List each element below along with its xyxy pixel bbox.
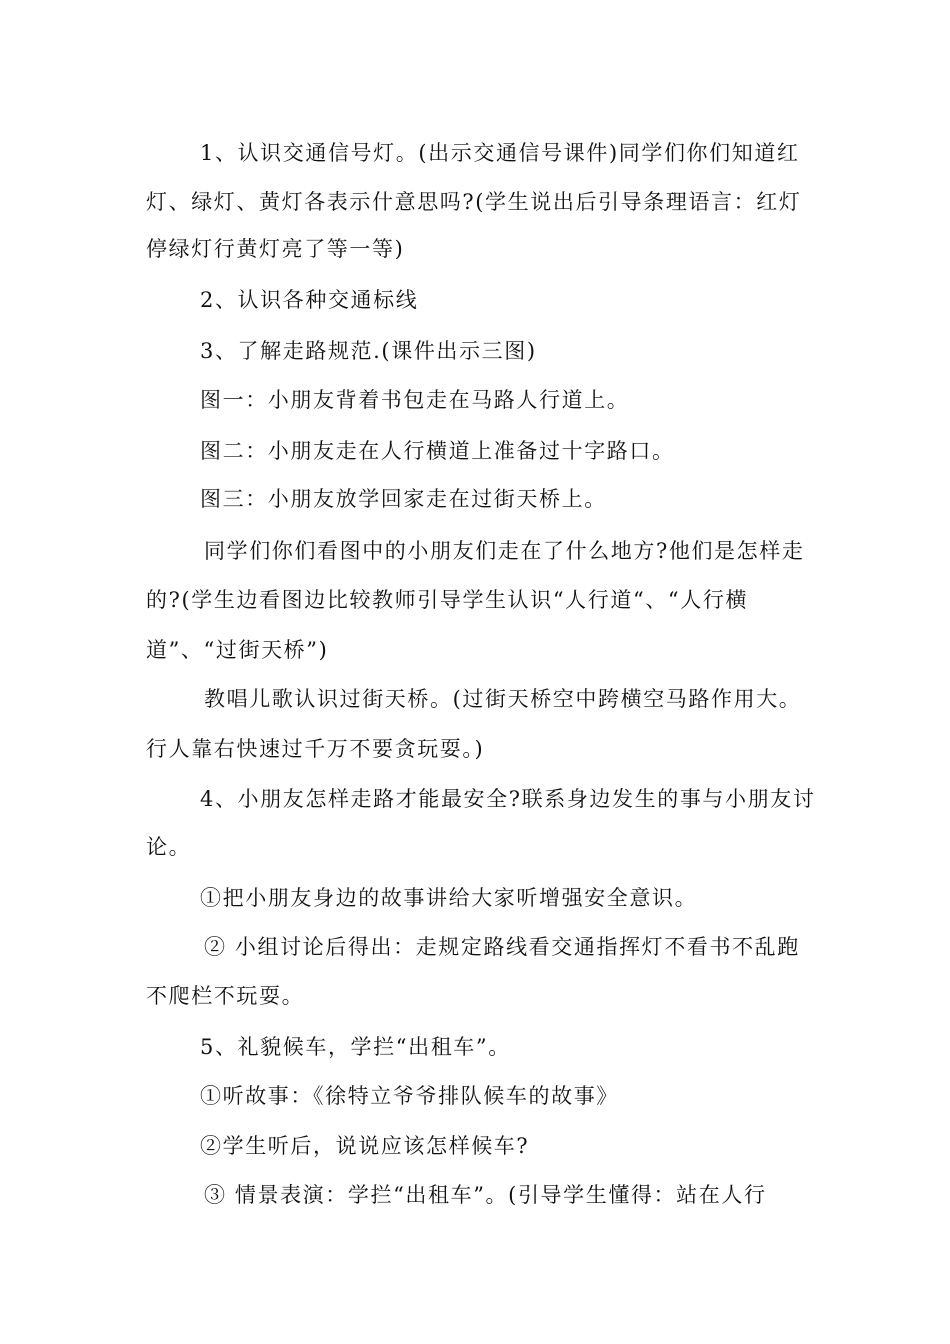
paragraph-line: 3、了解走路规范.(课件出示三图)	[200, 339, 537, 363]
paragraph-line: 1、认识交通信号灯。(出示交通信号课件)同学们你们知道红	[200, 141, 800, 165]
paragraph-line: 论。	[146, 835, 192, 859]
paragraph-line: ②学生听后，说说应该怎样候车?	[200, 1134, 530, 1158]
paragraph-line: ③ 情景表演：学拦“出租车”。(引导学生懂得：站在人行	[204, 1183, 767, 1207]
paragraph-line: 停绿灯行黄灯亮了等一等)	[146, 237, 405, 261]
paragraph-line: 同学们你们看图中的小朋友们走在了什么地方?他们是怎样走	[204, 539, 805, 563]
paragraph-line: 4、小朋友怎样走路才能最安全?联系身边发生的事与小朋友讨	[200, 787, 816, 811]
paragraph-line: 5、礼貌候车，学拦“出租车”。	[200, 1035, 511, 1059]
paragraph-line: 图三：小朋友放学回家走在过街天桥上。	[200, 487, 607, 511]
paragraph-line: 的?(学生边看图边比较教师引导学生认识“人行道“、“人行横	[146, 588, 749, 612]
paragraph-line: 图二：小朋友走在人行横道上准备过十字路口。	[200, 439, 675, 463]
paragraph-line: 教唱儿歌认识过街天桥。(过街天桥空中跨横空马路作用大。	[204, 687, 802, 711]
paragraph-line: 行人靠右快速过千万不要贪玩耍。)	[146, 737, 485, 761]
paragraph-line: ①把小朋友身边的故事讲给大家听增强安全意识。	[200, 886, 698, 910]
paragraph-line: ①听故事：《徐特立爷爷排队候车的故事》	[200, 1084, 619, 1108]
paragraph-line: 2、认识各种交通标线	[200, 288, 419, 312]
paragraph-line: ② 小组讨论后得出：走规定路线看交通指挥灯不看书不乱跑	[204, 935, 800, 959]
paragraph-line: 不爬栏不玩耍。	[146, 984, 305, 1008]
paragraph-line: 道”、“过街天桥”)	[146, 638, 329, 662]
paragraph-line: 图一：小朋友背着书包走在马路人行道上。	[200, 388, 630, 412]
paragraph-line: 灯、绿灯、黄灯各表示什意思吗?(学生说出后引导条理语言：红灯	[146, 190, 802, 214]
